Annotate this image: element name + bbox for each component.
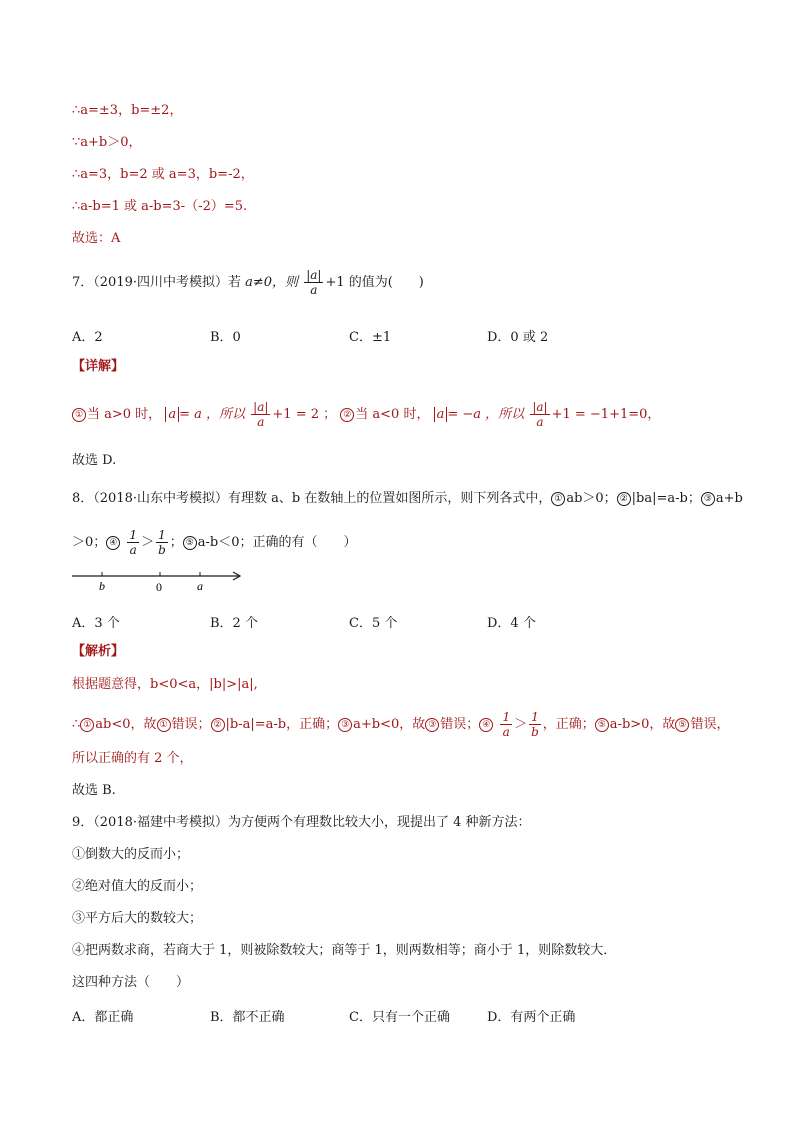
q8-frac-2 bbox=[156, 528, 168, 557]
frac-num: 1 bbox=[529, 710, 541, 725]
q7-sol-text-4: 当 a<0 时， bbox=[355, 407, 430, 422]
q8-sol-frac-2 bbox=[529, 710, 541, 739]
q7-answer: 故选 D. bbox=[72, 453, 117, 468]
q8-item-3: a+b bbox=[715, 491, 743, 506]
q7-fraction bbox=[304, 268, 323, 297]
q8-option-c: C．5 个 bbox=[349, 616, 398, 631]
frac-num: 1 bbox=[156, 528, 168, 543]
text: a+b<0，故 bbox=[353, 717, 426, 732]
solution-line-4: ∴a-b=1 或 a-b=3-（-2）=5. bbox=[72, 199, 248, 214]
therefore-sign: ∴ bbox=[72, 717, 81, 732]
question-8-line-2: ＞0； ④ $\frac{1}{a}$ ＞ $\frac{1}{b}$ ； ⑤ a-b＜0；正确的有（ ） bbox=[72, 528, 357, 557]
q8-option-a: A．3 个 bbox=[72, 616, 120, 631]
text: ，正确； bbox=[542, 717, 595, 732]
abs-a: a bbox=[165, 407, 179, 422]
q8-item-5: a-b＜0；正确的有（ ） bbox=[197, 535, 357, 550]
q7-solution bbox=[72, 400, 660, 429]
q7-option-c: C．±1 bbox=[349, 330, 392, 345]
frac-den: b bbox=[158, 543, 166, 557]
question-9: 9．（2018·福建中考模拟）为方便两个有理数比较大小，现提出了 4 种新方法： bbox=[72, 815, 531, 830]
circle-3: ③ bbox=[425, 718, 439, 732]
q9-option-c: C．只有一个正确 bbox=[349, 1010, 450, 1025]
q9-option-b: B．都不正确 bbox=[210, 1010, 285, 1025]
label-b: b bbox=[99, 579, 105, 593]
answer-a: 故选：A bbox=[72, 231, 121, 246]
q8-solution-2 bbox=[72, 710, 729, 739]
circle-2: ② bbox=[340, 408, 354, 422]
q8-item-1: ab＞0； bbox=[566, 491, 617, 506]
label-0: 0 bbox=[156, 580, 162, 594]
q7-frac-den: a bbox=[310, 283, 318, 297]
frac-num: 1 bbox=[129, 528, 138, 542]
frac-den: b bbox=[531, 725, 539, 739]
circle-3: ③ bbox=[338, 718, 352, 732]
q8-option-b: B．2 个 bbox=[210, 616, 258, 631]
circle-1: ① bbox=[157, 718, 171, 732]
text: 错误； bbox=[440, 717, 480, 732]
q7-sol-fraction-1 bbox=[251, 400, 270, 429]
q7-heading: 【详解】 bbox=[72, 359, 125, 374]
q8-option-d: D．4 个 bbox=[487, 616, 536, 631]
q8-solution-3: 所以正确的有 2 个， bbox=[72, 751, 193, 766]
solution-line-3: ∴a=3，b=2 或 a=3，b=-2， bbox=[72, 167, 254, 182]
q7-sol-text-6: +1 = −1+1=0， bbox=[551, 407, 661, 422]
text: 错误； bbox=[171, 717, 211, 732]
q9-method-4: ④把两数求商，若商大于 1，则被除数较大；商等于 1，则两数相等；商小于 1，则除数较大． bbox=[72, 943, 617, 958]
q7-prefix: 7．（2019·四川中考模拟）若 bbox=[72, 275, 246, 290]
solution-line-2: ∵a+b＞0， bbox=[72, 135, 142, 150]
circle-5: ⑤ bbox=[595, 718, 609, 732]
frac-den: a bbox=[257, 415, 265, 429]
q9-option-a: A．都正确 bbox=[72, 1010, 134, 1025]
gt-sign: ＞ bbox=[141, 535, 155, 550]
text: a-b>0，故 bbox=[609, 717, 676, 732]
circle-1: ① bbox=[551, 492, 565, 506]
gt-sign: ＞ bbox=[514, 717, 528, 732]
q7-option-d: D．0 或 2 bbox=[487, 330, 549, 345]
circle-1: ① bbox=[72, 408, 86, 422]
circle-4: ④ bbox=[479, 718, 493, 732]
question-7 bbox=[72, 268, 424, 297]
frac-num: |a| bbox=[253, 400, 269, 414]
circle-3: ③ bbox=[701, 492, 715, 506]
solution-line-1: ∴a=±3，b=±2， bbox=[72, 103, 183, 118]
frac-num: |a| bbox=[532, 400, 548, 414]
q8-sol-frac-1 bbox=[500, 710, 512, 739]
q7-option-b: B．0 bbox=[210, 330, 241, 345]
text: 错误， bbox=[690, 717, 730, 732]
q9-option-d: D．有两个正确 bbox=[487, 1010, 576, 1025]
q7-sol-text-1: 当 a>0 时， bbox=[87, 407, 162, 422]
circle-4: ④ bbox=[106, 536, 120, 550]
circle-2: ② bbox=[617, 492, 631, 506]
q9-method-1: ①倒数大的反而小； bbox=[72, 847, 190, 862]
frac-den: a bbox=[536, 415, 544, 429]
q8-item-2: |ba|=a-b； bbox=[631, 491, 701, 506]
circle-1: ① bbox=[80, 718, 94, 732]
q7-frac-num: |a| bbox=[306, 268, 322, 282]
q7-sol-text-3: +1 = 2 ； bbox=[272, 407, 337, 422]
q8-item-3-end: ＞0； bbox=[72, 535, 107, 550]
q7-sol-text-5: = −a ，所以 bbox=[447, 407, 525, 422]
q9-method-2: ②绝对值大的反而小； bbox=[72, 879, 203, 894]
text: |b-a|=a-b，正确； bbox=[225, 717, 339, 732]
frac-den: a bbox=[129, 543, 137, 557]
question-8-line-1 bbox=[72, 490, 743, 508]
q8-text: 8．（2018·山东中考模拟）有理数 a、b 在数轴上的位置如图所示，则下列各式中， bbox=[72, 491, 552, 506]
q8-answer: 故选 B. bbox=[72, 783, 116, 798]
label-a: a bbox=[197, 579, 203, 593]
number-line bbox=[70, 566, 250, 594]
q9-method-3: ③平方后大的数较大； bbox=[72, 911, 203, 926]
text: ab<0，故 bbox=[95, 717, 157, 732]
circle-2: ② bbox=[211, 718, 225, 732]
frac-den: a bbox=[502, 725, 510, 739]
q8-heading: 【解析】 bbox=[72, 644, 125, 659]
q8-frac-1 bbox=[127, 528, 139, 557]
abs-a: a bbox=[434, 407, 448, 422]
q7-sol-fraction-2 bbox=[530, 400, 549, 429]
q9-ask: 这四种方法（ ） bbox=[72, 975, 190, 990]
q7-cond: a≠0，则 bbox=[245, 275, 299, 290]
q7-suffix: +1 的值为( ) bbox=[325, 275, 424, 290]
q7-sol-text-2: = a ，所以 bbox=[179, 407, 246, 422]
frac-num: 1 bbox=[502, 710, 511, 724]
circle-5: ⑤ bbox=[675, 718, 689, 732]
q8-solution-1: 根据题意得，b<0<a，|b|>|a|, bbox=[72, 677, 258, 692]
q7-option-a: A．2 bbox=[72, 330, 103, 345]
circle-5: ⑤ bbox=[183, 536, 197, 550]
